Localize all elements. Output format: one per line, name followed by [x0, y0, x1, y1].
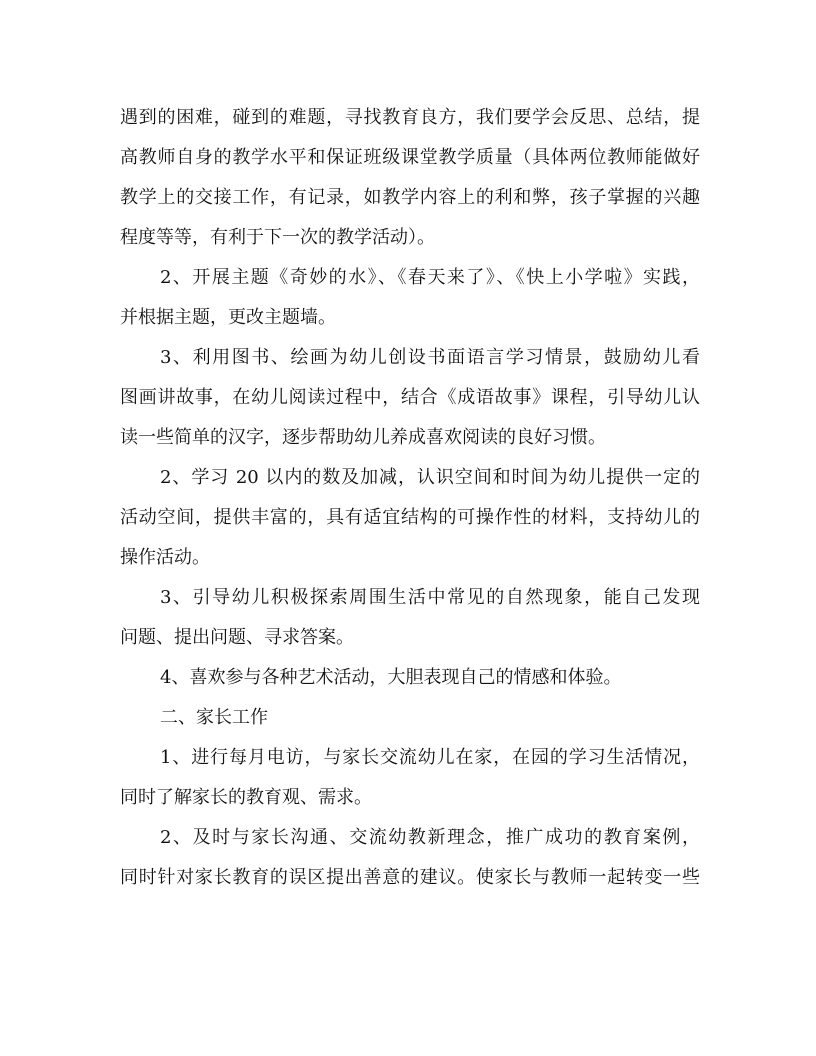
text-line: 问题、提出问题、寻求答案。 [120, 627, 354, 648]
text-line: 教学上的交接工作，有记录，如教学内容上的利和弊，孩子掌握的兴趣 [120, 187, 700, 208]
text-line: 读一些简单的汉字，逐步帮助幼儿养成喜欢阅读的良好习惯。 [120, 427, 606, 448]
text-line: 活动空间，提供丰富的，具有适宜结构的可操作性的材料，支持幼儿的 [120, 507, 700, 528]
text-line: 遇到的困难，碰到的难题，寻找教育良方，我们要学会反思、总结，提 [120, 107, 700, 128]
text-line: 2、学习 20 以内的数及加减，认识空间和时间为幼儿提供一定的 [160, 467, 700, 488]
text-line: 2、及时与家长沟通、交流幼教新理念，推广成功的教育案例， [160, 827, 700, 848]
text-line: 图画讲故事，在幼儿阅读过程中，结合《成语故事》课程，引导幼儿认 [120, 387, 700, 408]
text-line: 3、引导幼儿积极探索周围生活中常见的自然现象，能自己发现 [160, 587, 700, 608]
text-line: 高教师自身的教学水平和保证班级课堂教学质量（具体两位教师能做好 [120, 147, 700, 168]
text-line: 2、开展主题《奇妙的水》、《春天来了》、《快上小学啦》实践， [160, 267, 700, 288]
text-line: 并根据主题，更改主题墙。 [120, 307, 336, 328]
text-line: 同时了解家长的教育观、需求。 [120, 787, 372, 808]
section-heading: 二、家长工作 [160, 707, 268, 728]
text-line: 1、进行每月电访，与家长交流幼儿在家，在园的学习生活情况， [160, 747, 700, 768]
document-body [120, 98, 700, 898]
text-line: 操作活动。 [120, 547, 210, 568]
text-line: 同时针对家长教育的误区提出善意的建议。使家长与教师一起转变一些 [120, 867, 700, 888]
text-line: 4、喜欢参与各种艺术活动，大胆表现自己的情感和体验。 [160, 667, 622, 688]
text-line: 程度等等，有利于下一次的教学活动）。 [120, 227, 435, 248]
text-line: 3、利用图书、绘画为幼儿创设书面语言学习情景，鼓励幼儿看 [160, 347, 700, 368]
